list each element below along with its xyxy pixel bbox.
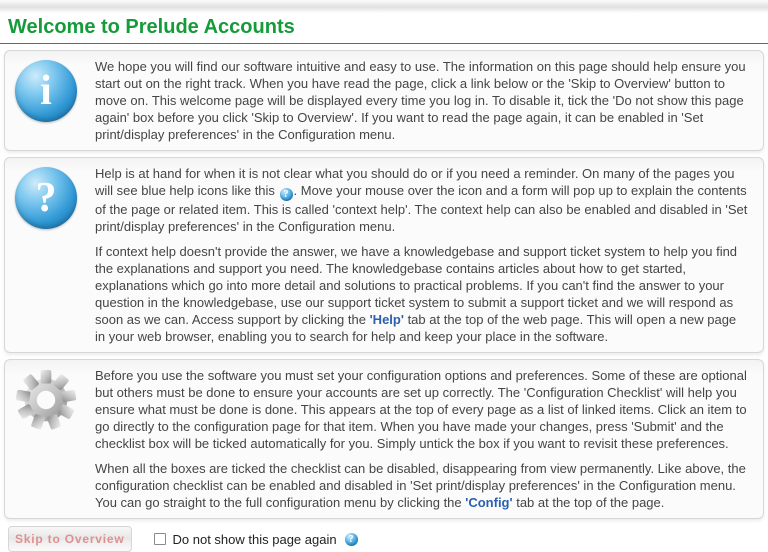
help-info-box xyxy=(4,157,764,353)
top-gradient-band xyxy=(0,0,768,13)
context-help-icon[interactable]: ? xyxy=(280,188,293,201)
dont-show-help-icon[interactable]: ? xyxy=(345,533,358,546)
paragraph: When all the boxes are ticked the checklist can be disabled, disappearing from view permanently. Like above, the configuration checklist can be enabled and disabled in 'Set print/display preferences' in the Configuration menu. You can go straight to the full configuration menu by clicking the 'Config' tab at the top of the page. xyxy=(95,461,746,510)
help-tab-link[interactable]: 'Help' xyxy=(369,312,404,327)
skip-to-overview-button[interactable]: Skip to Overview xyxy=(8,526,132,552)
configuration-info-box xyxy=(4,359,764,519)
gear-icon xyxy=(15,369,77,431)
paragraph: Help is at hand for when it is not clear what you should do or if you need a reminder. On many of the pages you will see blue help icons like this ? . Move your mouse over the icon and a form will pop up to explain the contents of the page or related item. This is called 'context help'. The context help can also be enabled and disabled in 'Set print/display preferences' in the Configuration menu. xyxy=(95,166,748,234)
page-title: Welcome to Prelude Accounts xyxy=(0,13,768,44)
paragraph: Before you use the software you must set your configuration options and preferences. Some of these are optional but others must be done to ensure your accounts are set up correctly. The 'Configuration Checklist' will help you ensure what must be done is done. This appears at the top of every page as a list of linked items. Click an item to go directly to the configuration page for that item. When you have made your changes, press 'Submit' and the checklist box will be ticked automatically for you. Simply untick the box if you want to revisit these preferences. xyxy=(95,368,747,451)
welcome-info-box xyxy=(4,50,764,151)
dont-show-again-label: Do not show this page again xyxy=(172,531,337,547)
info-icon: i xyxy=(15,60,77,122)
footer xyxy=(8,526,768,552)
dont-show-again-row xyxy=(154,532,359,547)
question-icon: ? xyxy=(15,167,77,229)
paragraph: If context help doesn't provide the answer, we have a knowledgebase and support ticket system to help you find the explanations and support you need. The knowledgebase contains articles about how to get started, explanations which go into more detail and solutions to practical problems. If you can't find the answer to your question in the knowledgebase, use our support ticket system to submit a support ticket and we will respond as soon as we can. Access support by clicking the 'Help' tab at the top of the web page. This will open a new page in your web browser, enabling you to search for help and keep your place in the software. xyxy=(95,244,738,344)
config-tab-link[interactable]: 'Config' xyxy=(465,495,513,510)
info-boxes xyxy=(0,44,768,519)
dont-show-again-checkbox[interactable] xyxy=(154,533,166,545)
paragraph: We hope you will find our software intuitive and easy to use. The information on this page should help ensure you start out on the right track. When you have read the page, click a link below or the 'Skip to Overview' button to move on. This welcome page will be displayed every time you log in. To disable it, tick the 'Do not show this page again' box before you click 'Skip to Overview'. If you want to read the page again, it can be enabled in 'Set print/display preferences' in the Configuration menu. xyxy=(95,59,746,142)
